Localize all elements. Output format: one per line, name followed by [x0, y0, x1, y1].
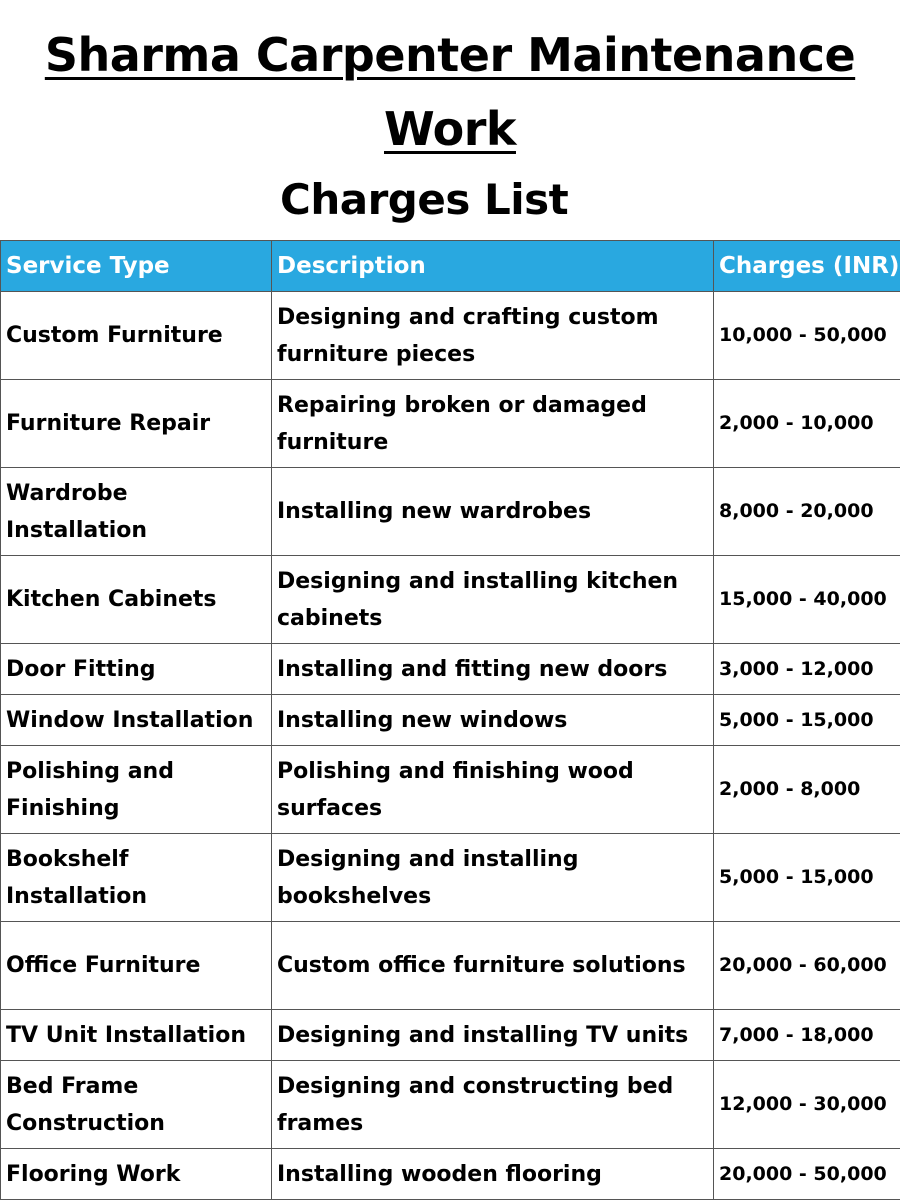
description-cell: Designing and installing TV units — [272, 1010, 714, 1061]
charges-cell: 2,000 - 8,000 — [714, 746, 900, 834]
table-row — [1, 644, 900, 695]
description-cell: Installing wooden flooring — [272, 1149, 714, 1200]
table-header-row — [1, 241, 900, 292]
table-row — [1, 1061, 900, 1149]
charges-cell: 20,000 - 50,000 — [714, 1149, 900, 1200]
description-cell: Designing and constructing bed frames — [272, 1061, 714, 1149]
charges-cell: 20,000 - 60,000 — [714, 922, 900, 1010]
column-header-charges: Charges (INR) — [714, 241, 900, 292]
column-header-service-type: Service Type — [1, 241, 272, 292]
table-row — [1, 695, 900, 746]
service-type-cell: Polishing and Finishing — [1, 746, 272, 834]
table-row — [1, 380, 900, 468]
page-title: Sharma Carpenter Maintenance Work — [44, 28, 856, 156]
service-type-cell: Furniture Repair — [1, 380, 272, 468]
service-type-cell: Bookshelf Installation — [1, 834, 272, 922]
table-row — [1, 468, 900, 556]
charges-cell: 12,000 - 30,000 — [714, 1061, 900, 1149]
description-cell: Installing new wardrobes — [272, 468, 714, 556]
column-header-description: Description — [272, 241, 714, 292]
description-cell: Polishing and finishing wood surfaces — [272, 746, 714, 834]
description-cell: Repairing broken or damaged furniture — [272, 380, 714, 468]
charges-cell: 15,000 - 40,000 — [714, 556, 900, 644]
service-type-cell: Wardrobe Installation — [1, 468, 272, 556]
description-cell: Custom office furniture solutions — [272, 922, 714, 1010]
description-cell: Installing new windows — [272, 695, 714, 746]
service-type-cell: Window Installation — [1, 695, 272, 746]
page-subtitle: Charges List — [280, 175, 569, 224]
charges-cell: 5,000 - 15,000 — [714, 695, 900, 746]
service-type-cell: Door Fitting — [1, 644, 272, 695]
charges-cell: 7,000 - 18,000 — [714, 1010, 900, 1061]
service-type-cell: Custom Furniture — [1, 292, 272, 380]
service-type-cell: Bed Frame Construction — [1, 1061, 272, 1149]
charges-cell: 8,000 - 20,000 — [714, 468, 900, 556]
service-type-cell: Flooring Work — [1, 1149, 272, 1200]
charges-table — [0, 240, 900, 1200]
description-cell: Designing and installing kitchen cabinets — [272, 556, 714, 644]
description-cell: Designing and installing bookshelves — [272, 834, 714, 922]
table-row — [1, 292, 900, 380]
charges-cell: 2,000 - 10,000 — [714, 380, 900, 468]
table-row — [1, 1149, 900, 1200]
table-row — [1, 746, 900, 834]
description-cell: Installing and fitting new doors — [272, 644, 714, 695]
table-row — [1, 1010, 900, 1061]
charges-cell: 5,000 - 15,000 — [714, 834, 900, 922]
service-type-cell: Kitchen Cabinets — [1, 556, 272, 644]
table-row — [1, 834, 900, 922]
charges-cell: 3,000 - 12,000 — [714, 644, 900, 695]
description-cell: Designing and crafting custom furniture pieces — [272, 292, 714, 380]
table-row — [1, 556, 900, 644]
service-type-cell: TV Unit Installation — [1, 1010, 272, 1061]
table-row — [1, 922, 900, 1010]
charges-cell: 10,000 - 50,000 — [714, 292, 900, 380]
service-type-cell: Office Furniture — [1, 922, 272, 1010]
